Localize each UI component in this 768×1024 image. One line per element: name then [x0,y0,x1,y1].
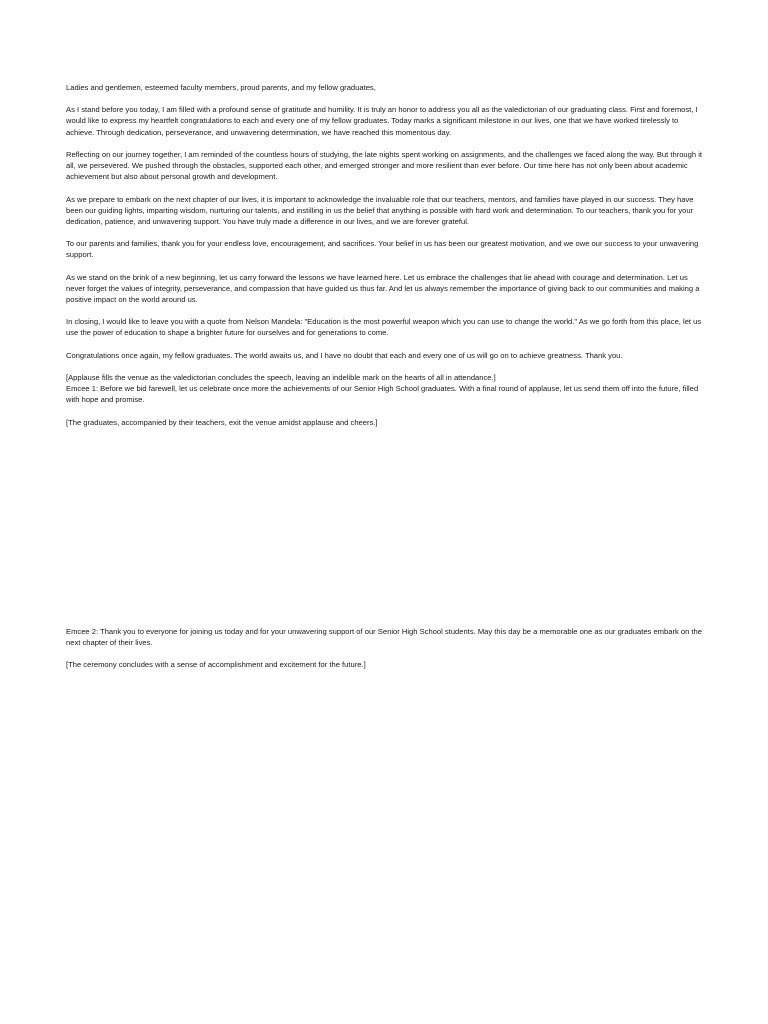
congratulations-paragraph: Congratulations once again, my fellow graduates. The world awaits us, and I have no doubt that each and every one of us will go on to achieve greatness. Thank you. [66,350,623,360]
new-beginning-paragraph: As we stand on the brink of a new beginning, let us carry forward the lessons we have learned here. Let us embrace the challenges that lie ahead with courage and determination. Let us never forget the values of integrity, perseverance, and compassion that have guided us thus far. And let us always remember the importance of giving back to our communities and making a positive impact on the world around us. [66,272,700,304]
gratitude-paragraph: As I stand before you today, I am filled with a profound sense of gratitude and humility. It is truly an honor to address you all as the valedictorian of our graduating class. First and foremost, I would like to express my heartfelt congratulations to each and every one of my fellow graduates. Today marks a significant milestone in our lives, one that we have worked tirelessly to achieve. Through dedication, perseverance, and unwavering determination, we have reached this momentous day. [66,105,698,137]
reflection-paragraph: Reflecting on our journey together, I am reminded of the countless hours of studying, the late nights spent working on assignments, and the challenges we faced along the way. But through it all, we persevered. We pushed through the obstacles, supported each other, and emerged stronger and more resilient than ever before. Our time here has not only been about academic achievement but also about personal growth and development. [66,149,703,182]
applause-stage-direction: [Applause fills the venue as the valedictorian concludes the speech, leaving an indelible mark on the hearts of all in attendance.] [66,373,496,383]
parents-paragraph: To our parents and families, thank you for your endless love, encouragement, and sacrifices. Your belief in us has been our greatest motivation, and we owe our success to your unwavering support. [66,239,699,260]
speech-document-upper [66,82,704,439]
emcee1-paragraph: Emcee 1: Before we bid farewell, let us celebrate once more the achievements of our Senior High School graduates. With a final round of applause, let us send them off into the future, filled with hope and promise. [66,384,699,405]
teachers-paragraph: As we prepare to embark on the next chapter of our lives, it is important to acknowledge the invaluable role that our teachers, mentors, and families have played in our success. They have been our guiding lights, imparting wisdom, nurturing our talents, and instilling in us the belief that anything is possible with hard work and determination. To our teachers, thank you for your dedication, patience, and unwavering support. You have truly made a difference in our lives, and we are forever grateful. [66,194,694,226]
exit-stage-direction: [The graduates, accompanied by their teachers, exit the venue amidst applause and cheers.] [66,417,378,427]
closing-quote-paragraph: In closing, I would like to leave you with a quote from Nelson Mandela: "Education is the most powerful weapon which you can use to change the world." As we go forth from this place, let us use the power of education to shape a brighter future for ourselves and for generations to come. [66,317,702,338]
speech-document-lower [66,626,704,682]
emcee2-paragraph: Emcee 2: Thank you to everyone for joining us today and for your unwavering support of our Senior High School students. May this day be a memorable one as our graduates embark on the next chapter of their lives. [66,627,702,648]
salutation-paragraph: Ladies and gentlemen, esteemed faculty members, proud parents, and my fellow graduates, [66,83,376,92]
ceremony-closing-stage-direction: [The ceremony concludes with a sense of accomplishment and excitement for the future.] [66,660,366,670]
